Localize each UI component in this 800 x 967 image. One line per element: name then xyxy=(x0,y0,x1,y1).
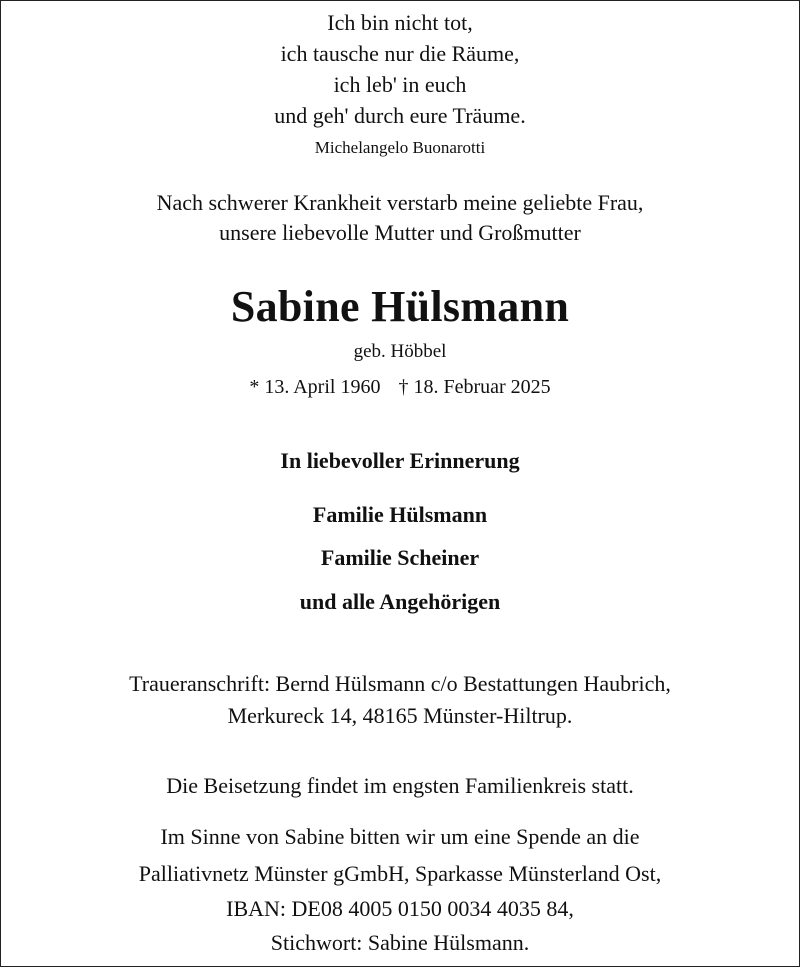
poem-line: und geh' durch eure Träume. xyxy=(274,103,526,128)
funeral-note: Die Beisetzung findet im engsten Familienkreis statt. xyxy=(166,773,634,798)
address-line: Traueranschrift: Bernd Hülsmann c/o Bestattungen Haubrich, xyxy=(129,671,671,696)
poem-line: ich tausche nur die Räume, xyxy=(280,41,520,66)
deceased-name: Sabine Hülsmann xyxy=(230,282,570,331)
donation-line: Stichwort: Sabine Hülsmann. xyxy=(270,930,530,955)
address-line: Merkureck 14, 48165 Münster-Hiltrup. xyxy=(227,703,573,728)
life-dates xyxy=(0,376,800,399)
birth-date: * 13. April 1960 xyxy=(249,376,381,398)
donation-line: Palliativnetz Münster gGmbH, Sparkasse Münsterland Ost, xyxy=(138,861,662,886)
death-date: † 18. Februar 2025 xyxy=(398,376,551,398)
mourner-name: Familie Hülsmann xyxy=(312,502,488,527)
poem-author: Michelangelo Buonarotti xyxy=(314,138,486,157)
birth-name: geb. Höbbel xyxy=(353,341,447,362)
mourner-name: Familie Scheiner xyxy=(320,545,480,570)
mourner-name: und alle Angehörigen xyxy=(299,589,501,614)
poem-line: Ich bin nicht tot, xyxy=(327,10,473,35)
poem-line: ich leb' in euch xyxy=(333,72,467,97)
intro-line: Nach schwerer Krankheit verstarb meine geliebte Frau, xyxy=(156,190,644,215)
remembrance-heading: In liebevoller Erinnerung xyxy=(280,448,520,473)
donation-line: Im Sinne von Sabine bitten wir um eine Spende an die xyxy=(160,824,640,849)
donation-line: IBAN: DE08 4005 0150 0034 4035 84, xyxy=(226,896,574,921)
intro-line: unsere liebevolle Mutter und Großmutter xyxy=(219,220,581,245)
